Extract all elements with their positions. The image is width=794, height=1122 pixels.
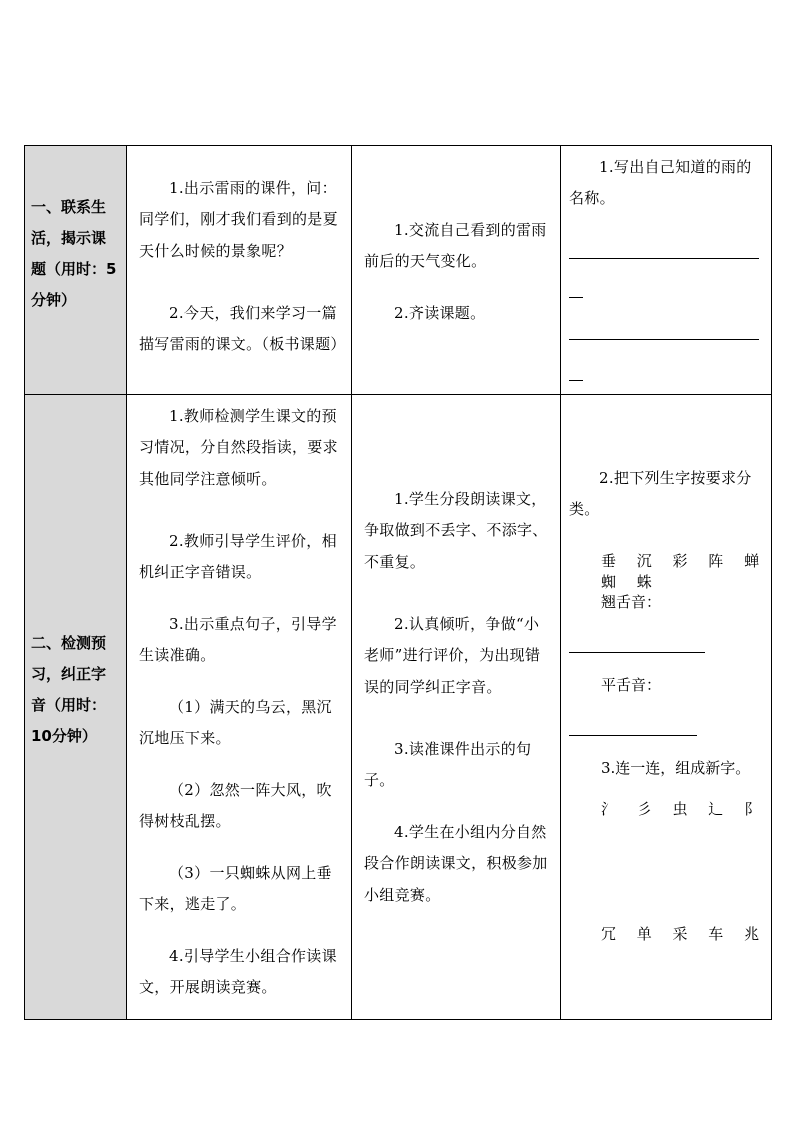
teacher-activity-cell [127,395,352,1019]
exercise-task-2: 2.把下列生字按要求分类。 [569,469,752,519]
character-list: 垂 沉 彩 阵 蝉 蜘 蛛 [601,552,768,591]
flat-tongue-label: 平舌音： [601,676,662,694]
section-title: 二、检测预习，纠正字音（用时：10分钟） [31,634,107,745]
exercise-task-3: 3.连一连，组成新字。 [601,759,751,777]
table-row [25,395,771,1019]
teacher-activity-cell [127,146,352,394]
answer-blank-dash [569,297,583,298]
student-step-3: 3.读准课件出示的句子。 [364,740,532,790]
student-activity-cell [352,146,561,394]
teacher-step-4: 4.引导学生小组合作读课文，开展朗读竞赛。 [139,947,337,997]
teacher-step-2: 2.教师引导学生评价，相机纠正字音错误。 [139,532,337,582]
exercise-cell [561,146,771,394]
teacher-sentence-3: （3）一只蜘蛛从网上垂下来，逃走了。 [139,864,332,914]
teacher-step-2: 2.今天，我们来学习一篇描写雷雨的课文。（板书课题） [139,304,346,354]
teacher-sentence-1: （1）满天的乌云，黑沉沉地压下来。 [139,698,332,748]
section-title: 一、联系生活，揭示课题（用时：5分钟） [31,198,117,309]
retroflex-label: 翘舌音： [601,593,662,611]
teacher-sentence-2: （2）忽然一阵大风，吹得树枝乱摆。 [139,781,332,831]
student-step-2: 2.认真倾听，争做“小老师”进行评价，为出现错误的同学纠正字音。 [364,615,541,696]
answer-blank-line [569,735,697,736]
section-cell [25,146,127,394]
student-step-4: 4.学生在小组内分自然段合作朗读课文，积极参加小组竞赛。 [364,823,548,904]
answer-blank-line [569,258,759,259]
component-list: 冗 单 采 车 兆 [601,925,768,943]
section-cell [25,395,127,1019]
answer-blank-dash [569,380,583,381]
student-step-1: 1.交流自己看到的雷雨前后的天气变化。 [364,221,547,271]
student-activity-cell [352,395,561,1019]
table-row [25,146,771,395]
student-step-2: 2.齐读课题。 [394,304,486,322]
lesson-plan-table [24,145,772,1020]
teacher-step-3: 3.出示重点句子，引导学生读准确。 [139,615,337,665]
teacher-step-1: 1.教师检测学生课文的预习情况，分自然段指读，要求其他同学注意倾听。 [139,407,338,488]
student-step-1: 1.学生分段朗读课文，争取做到不丢字、不添字、不重复。 [364,490,548,571]
answer-blank-line [569,652,705,653]
radical-list: 氵 彡 虫 辶 阝 [601,800,768,818]
exercise-task-1: 1.写出自己知道的雨的名称。 [569,158,752,208]
exercise-cell [561,395,771,1019]
teacher-step-1: 1.出示雷雨的课件，问：同学们，刚才我们看到的是夏天什么时候的景象呢？ [139,179,338,260]
answer-blank-line [569,339,759,340]
